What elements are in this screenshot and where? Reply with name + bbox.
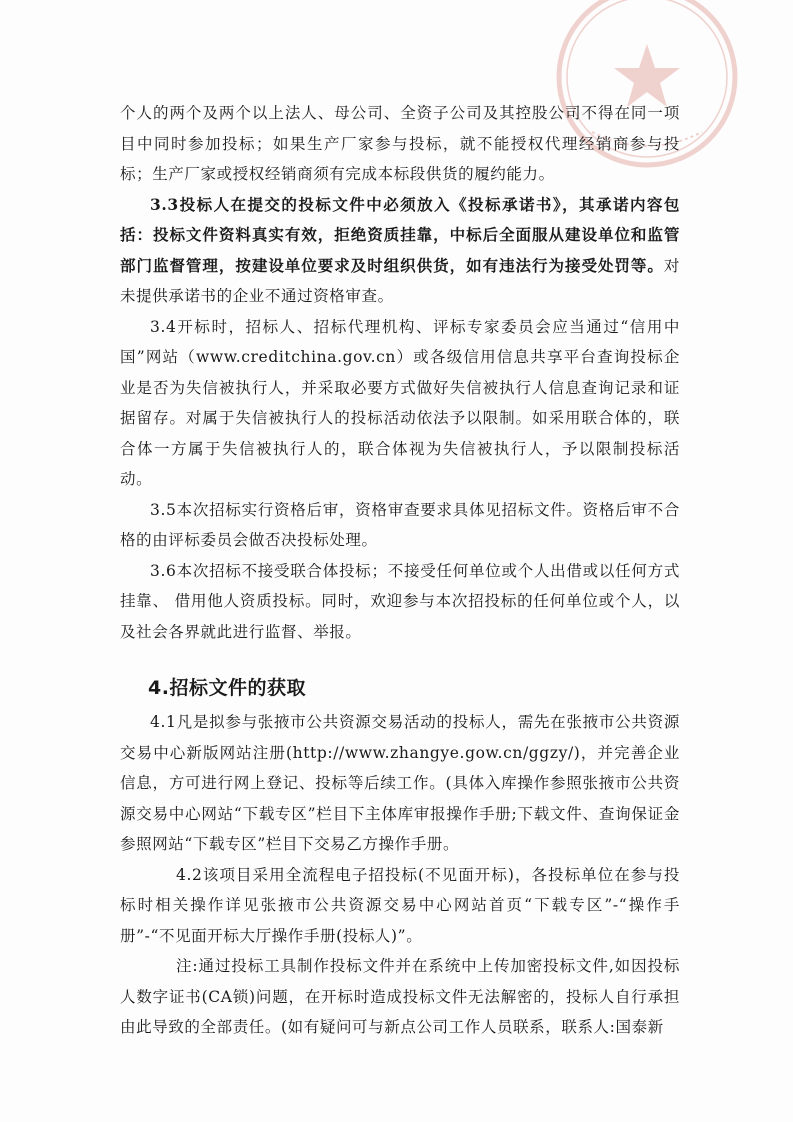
paragraph-3-4: 3.4开标时，招标人、招标代理机构、评标专家委员会应当通过“信用中国”网站（www.creditchina.gov.cn）或各级信用信息共享平台查询投标企业是否为失信被执行人，并采取必要方式做好失信被执行人信息查询记录和证据留存。对属于失信被执行人的投标活动依法予以限制。如采用联合体的，联合体一方属于失信被执行人的，联合体视为失信被执行人，予以限制投标活动。 bbox=[120, 317, 680, 488]
paragraph-3-3-rest: 对未提供承诺书的企业不通过资格审查。 bbox=[120, 256, 680, 305]
paragraph-note: 注:通过投标工具制作投标文件并在系统中上传加密投标文件,如因投标人数字证书(CA锁)问题，在开标时造成投标文件无法解密的，投标人自行承担由此导致的全部责任。(如有疑问可与新点公司工作人员联系，联系人:国泰新 bbox=[120, 957, 680, 1036]
paragraph-3-3-bold: 3.3投标人在提交的投标文件中必须放入《投标承诺书》，其承诺内容包括：投标文件资料真实有效，拒绝资质挂靠，中标后全面服从建设单位和监管部门监督管理，按建设单位要求及时组织供货，如有违法行为接受处罚等。 bbox=[120, 194, 680, 275]
section-4-heading: 4.招标文件的获取 bbox=[148, 677, 306, 699]
paragraph-4-1: 4.1凡是拟参与张掖市公共资源交易活动的投标人，需先在张掖市公共资源交易中心新版网站注册(http://www.zhangye.gow.cn/ggzy/)，并完善企业信息，方可进行网上登记、投标等后续工作。(具体入库操作参照张掖市公共资源交易中心网站“下载专区”栏目下主体库审报操作手册;下载文件、查询保证金参照网站“下载专区”栏目下交易乙方操作手册。 bbox=[120, 713, 680, 853]
paragraph-3-3 bbox=[120, 190, 680, 312]
paragraph-3-5: 3.5本次招标实行资格后审，资格审查要求具体见招标文件。资格后审不合格的由评标委员会做否决投标处理。 bbox=[120, 500, 680, 549]
paragraph-continued: 个人的两个及两个以上法人、母公司、全资子公司及其控股公司不得在同一项目中同时参加投标；如果生产厂家参与投标，就不能授权代理经销商参与投标；生产厂家或授权经销商须有完成本标段供货的履约能力。 bbox=[120, 104, 680, 183]
paragraph-4-2: 4.2该项目采用全流程电子招投标(不见面开标)，各投标单位在参与投标时相关操作详见张掖市公共资源交易中心网站首页“下载专区”-“操作手册”-“不见面开标大厅操作手册(投标人)”。 bbox=[120, 865, 680, 945]
paragraph-3-6: 3.6本次招标不接受联合体投标；不接受任何单位或个人出借或以任何方式挂靠、 借用他人资质投标。同时，欢迎参与本次招投标的任何单位或个人，以及社会各界就此进行监督、举报。 bbox=[120, 561, 680, 641]
document-body bbox=[120, 98, 680, 1043]
